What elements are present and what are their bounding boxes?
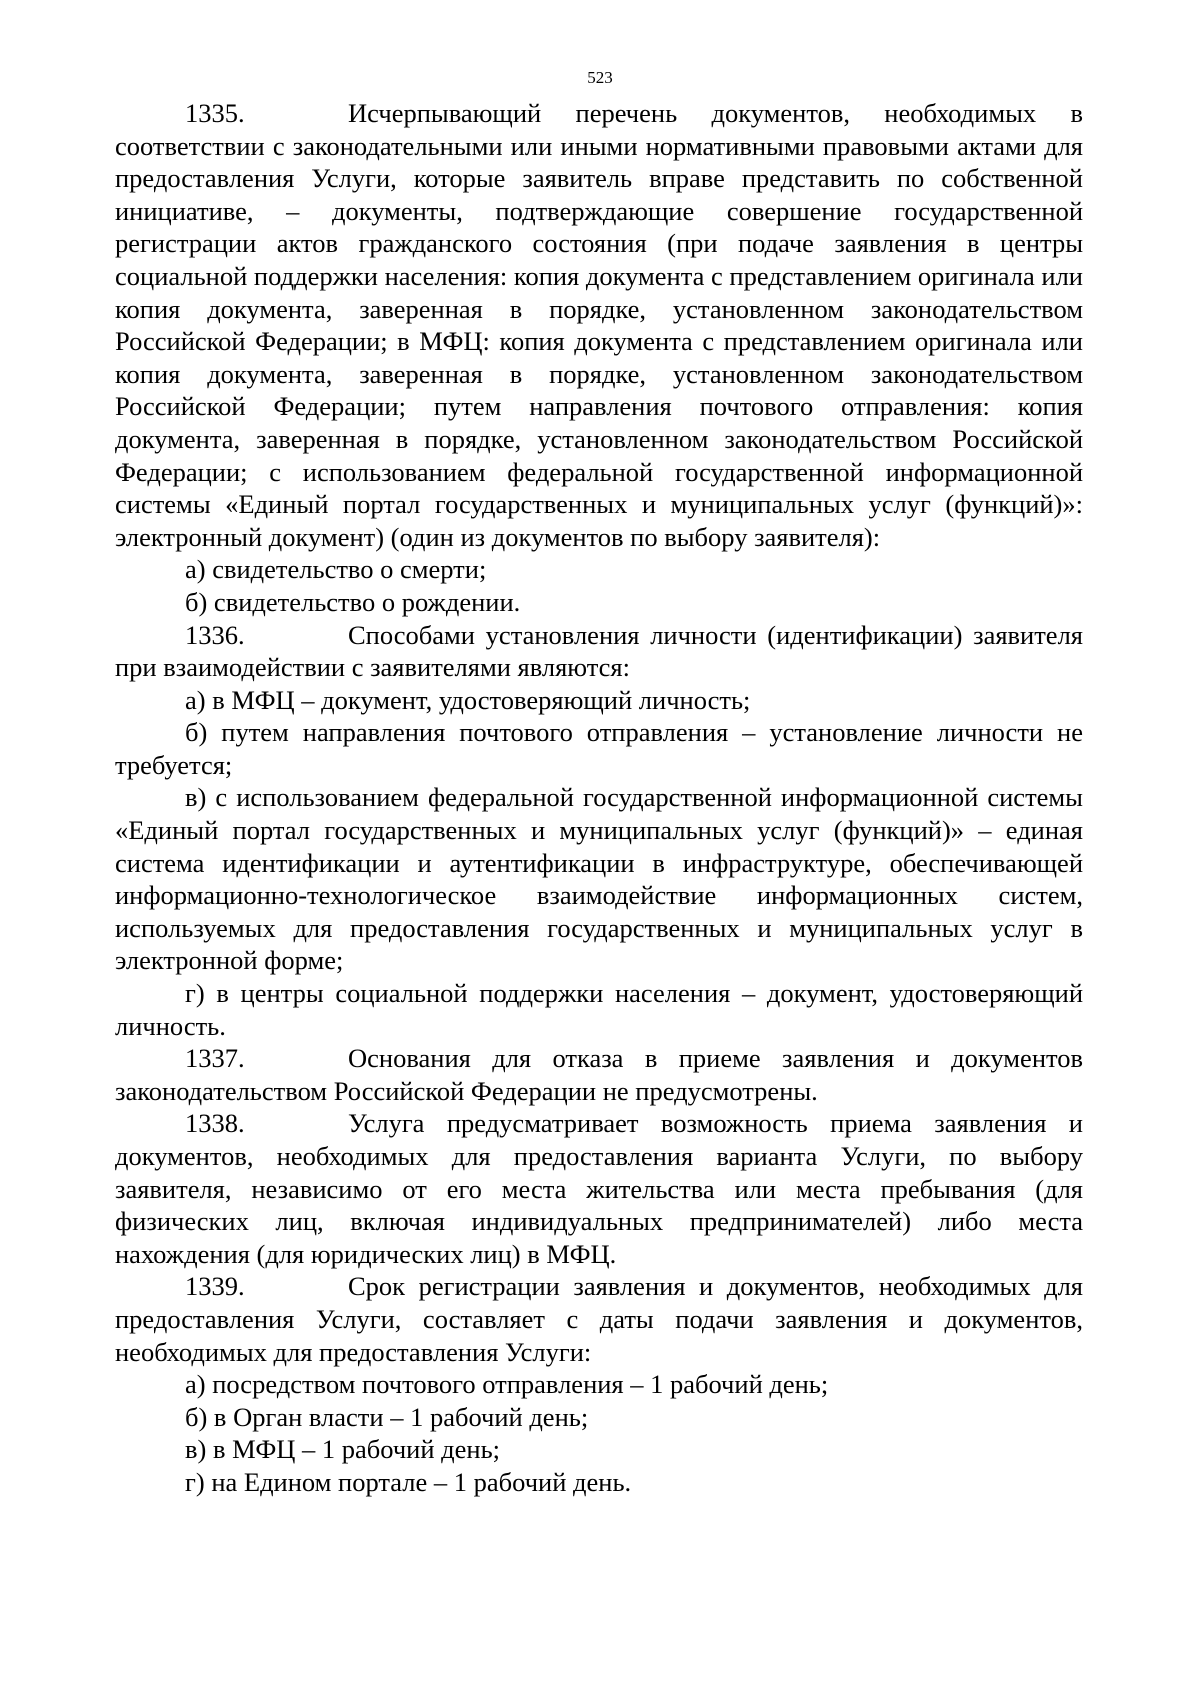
list-item: в) в МФЦ – 1 рабочий день; <box>185 1434 501 1465</box>
page-number: 523 <box>587 68 613 87</box>
list-item: б) свидетельство о рождении. <box>185 586 521 617</box>
list-item: а) свидетельство о смерти; <box>185 554 487 585</box>
clause-number: 1337. <box>185 1043 245 1074</box>
clause-number: 1335. <box>185 98 245 128</box>
paragraph-1336 <box>115 619 1083 684</box>
paragraph-1337 <box>115 1042 1083 1107</box>
clause-number: 1338. <box>185 1108 245 1139</box>
paragraph-text: Основания для отказа в приеме заявления и документов законодательством Российской Федерации не предусмотрены. <box>115 1043 1083 1106</box>
list-item: а) в МФЦ – документ, удостоверяющий личность; <box>185 684 751 715</box>
paragraph-text: Способами установления личности (идентификации) заявителя при взаимодействии с заявителями являются: <box>115 619 1083 683</box>
paragraph-text: Срок регистрации заявления и документов, необходимых для предоставления Услуги, составляет с даты подачи заявления и документов, необходимых для предоставления Услуги: <box>115 1271 1083 1367</box>
list-item: б) в Орган власти – 1 рабочий день; <box>185 1401 589 1432</box>
clause-number: 1336. <box>185 619 245 650</box>
list-item: г) в центры социальной поддержки населения – документ, удостоверяющий личность. <box>115 978 1083 1041</box>
list-item: б) путем направления почтового отправления – установление личности не требуется; <box>115 717 1083 780</box>
paragraph-text: Исчерпывающий перечень документов, необходимых в соответствии с законодательными или иными нормативными правовыми актами для предоставления Услуги, которые заявитель вправе представить по собственной инициативе, – документы, подтверждающие совершение государственной регистрации актов гражданского состояния (при подаче заявления в центры социальной поддержки населения: копия документа с представлением оригинала или копия документа, заверенная в порядке, установленном законодательством Российской Федерации; в МФЦ: копия документа с представлением оригинала или копия документа, заверенная в порядке, установленном законодательством Российской Федерации; путем направления почтового отправления: копия документа, заверенная в порядке, установленном законодательством Российской Федерации; с использованием федеральной государственной информационной системы «Единый портал государственных и муниципальных услуг (функций)»: электронный документ) (один из документов по выбору заявителя): <box>115 98 1083 552</box>
paragraph-1338 <box>115 1107 1083 1270</box>
paragraph-text: Услуга предусматривает возможность приема заявления и документов, необходимых для предоставления варианта Услуги, по выбору заявителя, независимо от его места жительства или места пребывания (для физических лиц, включая индивидуальных предпринимателей) либо места нахождения (для юридических лиц) в МФЦ. <box>115 1108 1083 1269</box>
list-item: в) с использованием федеральной государственной информационной системы «Единый портал государственных и муниципальных услуг (функций)» – единая система идентификации и аутентификации в инфраструктуре, обеспечивающей информационно-технологическое взаимодействие информационных систем, используемых для предоставления государственных и муниципальных услуг в электронной форме; <box>115 782 1083 976</box>
paragraph-1339 <box>115 1270 1083 1368</box>
clause-number: 1339. <box>185 1271 245 1302</box>
document-body <box>115 97 1083 1499</box>
paragraph-1335 <box>115 97 1083 553</box>
list-item: г) на Едином портале – 1 рабочий день. <box>185 1466 632 1497</box>
list-item: а) посредством почтового отправления – 1 рабочий день; <box>185 1369 829 1400</box>
